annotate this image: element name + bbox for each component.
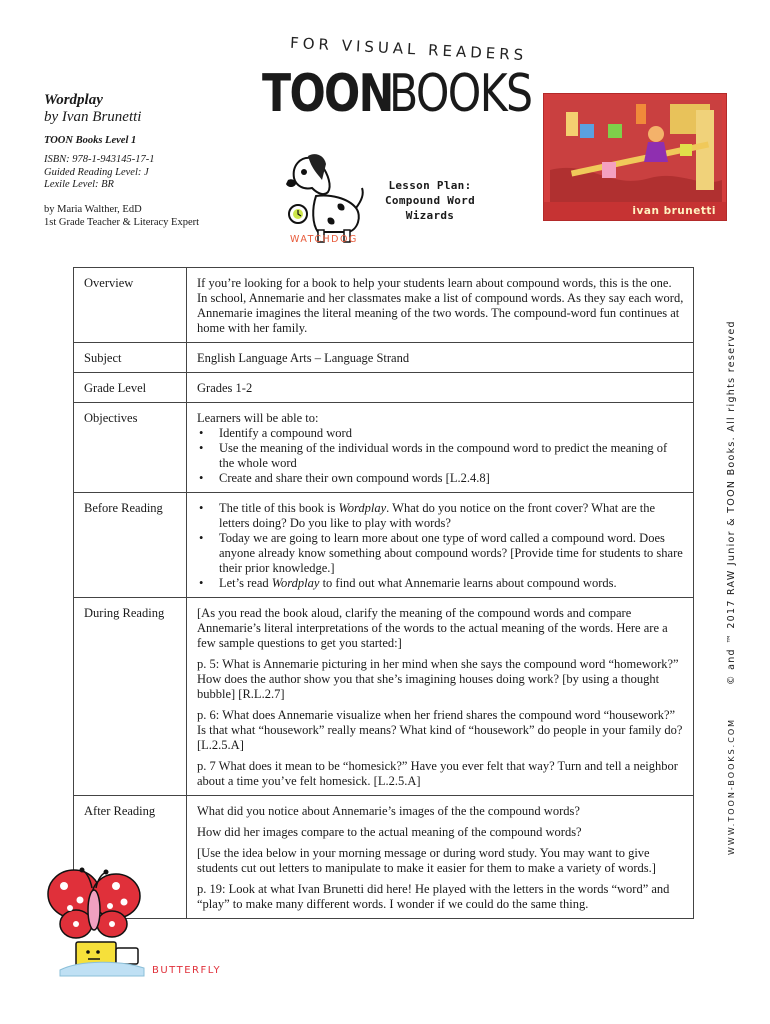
table-row-after-reading (74, 796, 694, 919)
lesson-writer: by Maria Walther, EdD (44, 203, 142, 215)
row-content: Grades 1-2 (187, 373, 694, 403)
paragraph: p. 7 What does it mean to be “homesick?” Have you ever felt that way? Turn and tell a neighbor about a time you’ve felt homesick. [L.2.5.A] (197, 759, 678, 788)
row-label: Objectives (74, 403, 187, 493)
lesson-plan-table (73, 267, 694, 919)
table-row-overview (74, 268, 694, 343)
brand-logo-light: BOOKS (389, 64, 532, 124)
table-row-grade-level (74, 373, 694, 403)
paragraph: p. 6: What does Annemarie visualize when her friend shares the compound word “housework?” Is that what “housework” really means? What kind of “housework” do people in your family do? [L.2.5.A] (197, 708, 683, 752)
paragraph: p. 5: What is Annemarie picturing in her mind when she says the compound word “homework?” How does the author show you that she’s imagining houses doing work? [by using a thought bubble] [R.L.2.7] (197, 657, 679, 701)
list-item: • Identify a compound word (197, 426, 684, 441)
row-label: Before Reading (74, 493, 187, 598)
brand-tagline: FOR VISUAL READERS (289, 33, 528, 65)
row-content (187, 493, 694, 598)
row-label: Grade Level (74, 373, 187, 403)
watchdog-label: WATCHDOG (290, 234, 358, 245)
website-url: WWW.TOON-BOOKS.COM (727, 717, 736, 855)
copyright-notice: © and ™ 2017 RAW Junior & TOON Books. All rights reserved (726, 320, 737, 685)
objectives-list (197, 426, 684, 486)
text-fragment: to find out what Annemarie learns about compound words. (319, 576, 617, 590)
butterfly-label: BUTTERFLY (152, 965, 222, 976)
lexile-level: Lexile Level: BR (44, 179, 114, 190)
paragraph: What did you notice about Annemarie’s images of the the compound words? (197, 804, 580, 818)
list-item (197, 576, 684, 591)
cover-art (550, 100, 720, 202)
list-item: • Create and share their own compound words [L.2.4.8] (197, 471, 684, 486)
row-label: During Reading (74, 598, 187, 796)
table-row-before-reading (74, 493, 694, 598)
text-fragment: Let’s read (219, 576, 272, 590)
list-item: • Today we are going to learn more about one type of word called a compound word. Does anyone already know something about compound words? [Provide time for students to share their prior knowledge.] (197, 531, 684, 576)
guided-reading-level: Guided Reading Level: J (44, 166, 149, 178)
book-level: TOON Books Level 1 (44, 135, 137, 146)
paragraph: [As you read the book aloud, clarify the meaning of the compound words and compare Annemarie’s literal interpretations of the words to the actual meaning of the words. Here are a few sample questions to get you started:] (197, 606, 668, 650)
book-title: Wordplay (44, 92, 103, 108)
table-row-objectives (74, 403, 694, 493)
list-item: • Use the meaning of the individual words in the compound word to predict the meaning of the whole word (197, 441, 684, 471)
row-label: Overview (74, 268, 187, 343)
brand-logo-bold: TOON (262, 64, 393, 124)
paragraph: p. 19: Look at what Ivan Brunetti did here! He played with the letters in the words “word” and “play” to make many different words. I wonder if we could do the same thing. (197, 882, 670, 911)
lesson-plan-heading (366, 178, 494, 223)
row-label: Subject (74, 343, 187, 373)
book-author: by Ivan Brunetti (44, 109, 142, 125)
row-content (187, 403, 694, 493)
row-content (187, 598, 694, 796)
before-reading-list (197, 501, 684, 591)
book-title-italic: Wordplay (338, 501, 387, 515)
book-info (44, 92, 274, 229)
cover-illustration (550, 100, 722, 204)
watchdog-illustration (278, 150, 368, 246)
row-content: If you’re looking for a book to help your students learn about compound words, this is the one. In school, Annemarie and her classmates make a list of compound words. As they say each word, Annemarie imagines the literal meaning of the two words. The compound-word fun continues at home with her family. (187, 268, 694, 343)
row-content (187, 796, 694, 919)
row-label: After Reading (74, 796, 187, 919)
row-content: English Language Arts – Language Strand (187, 343, 694, 373)
text-fragment: . What do you notice on the front cover? What are the letters doing? Do you like to play with words? (219, 501, 656, 530)
lesson-plan-line-2: Compound Word (385, 194, 475, 207)
lesson-plan-line-1: Lesson Plan: (388, 179, 472, 192)
text-fragment: The title of this book is (219, 501, 339, 515)
book-title-italic: Wordplay (271, 576, 320, 590)
lesson-writer-role: 1st Grade Teacher & Literacy Expert (44, 216, 200, 228)
butterfly-illustration (40, 860, 150, 978)
list-item (197, 501, 684, 531)
paragraph: How did her images compare to the actual meaning of the compound words? (197, 825, 582, 839)
lesson-plan-line-3: Wizards (405, 209, 455, 222)
objectives-intro: Learners will be able to: (197, 411, 319, 425)
table-row-during-reading (74, 598, 694, 796)
cover-author: ivan brunetti (632, 205, 716, 217)
isbn: ISBN: 978-1-943145-17-1 (44, 154, 155, 165)
paragraph: [Use the idea below in your morning message or during word study. You may want to give students cut out letters to manipulate to make it easier for them to make a variety of words.] (197, 846, 656, 875)
table-row-subject (74, 343, 694, 373)
book-cover-image (543, 93, 727, 221)
brand-logo (262, 64, 563, 124)
